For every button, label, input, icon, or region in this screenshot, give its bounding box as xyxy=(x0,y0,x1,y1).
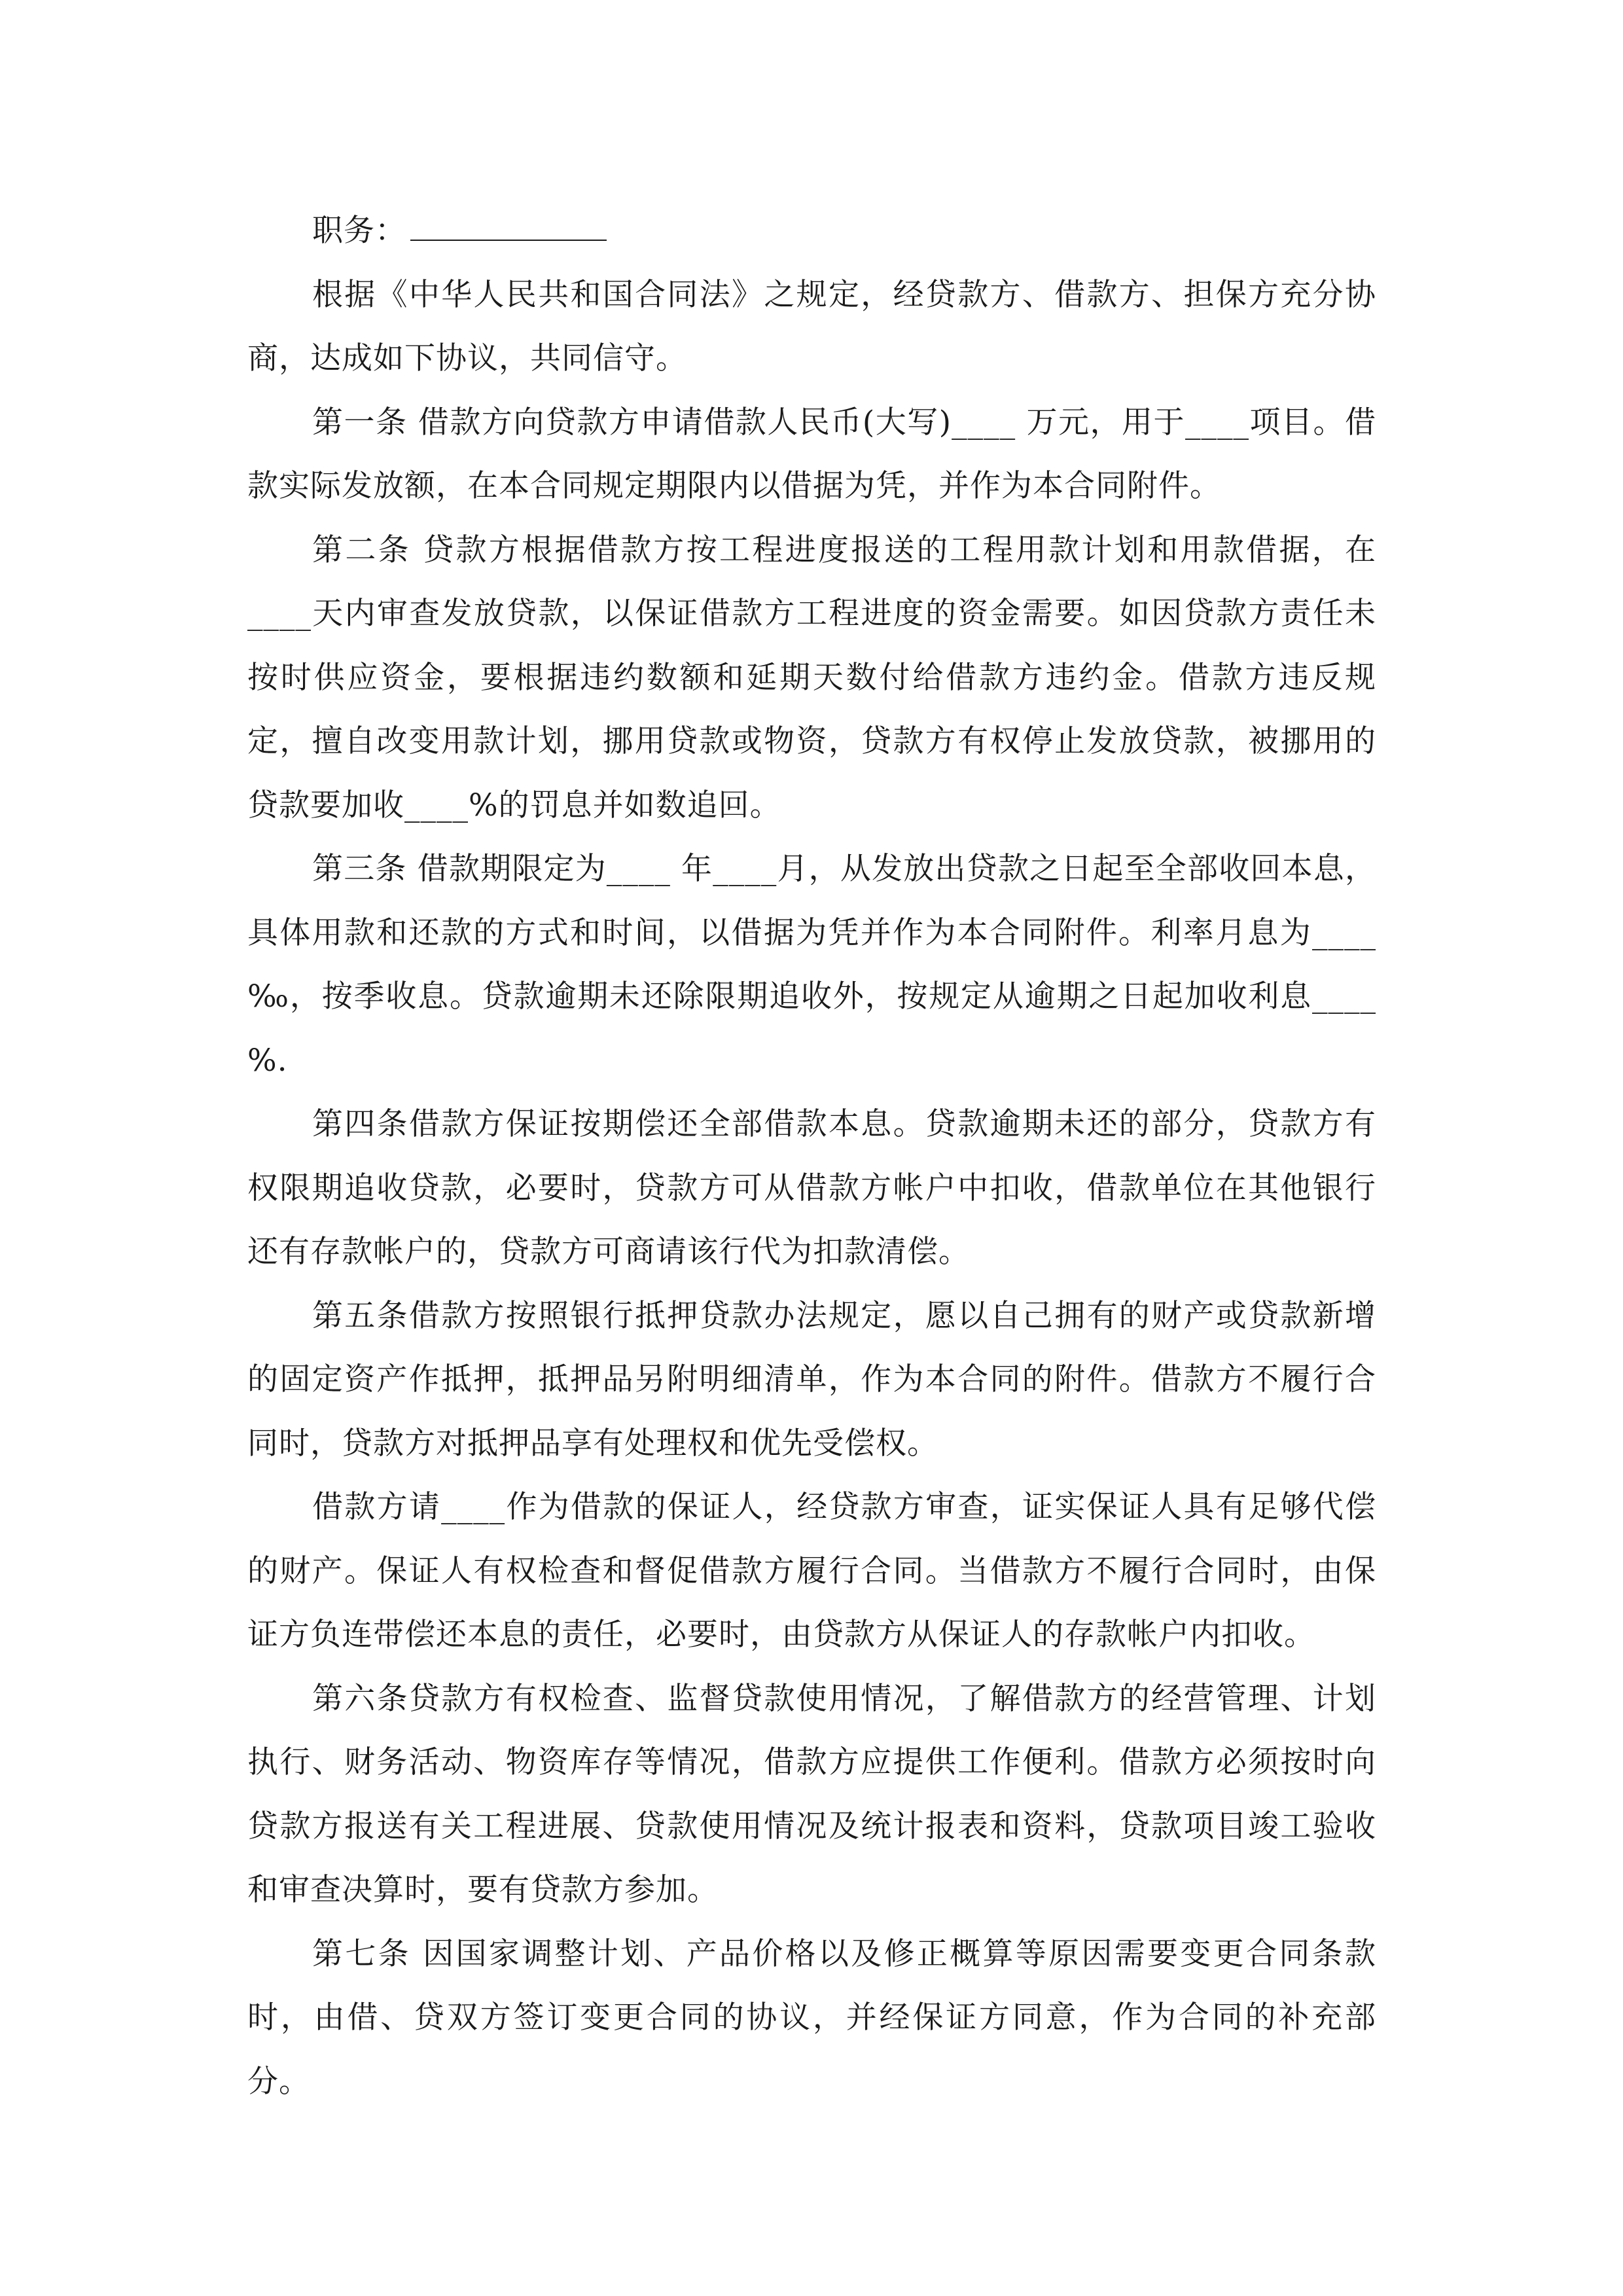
paragraph-article-3: 第三条 借款期限定为____ 年____月，从发放出贷款之日起至全部收回本息，具体用款和还款的方式和时间，以借据为凭并作为本合同附件。利率月息为____ ‰，按季收息。贷款逾期未还除限期追收外，按规定从逾期之日起加收利息____ %. xyxy=(247,851,1376,1079)
paragraph-guarantor: 借款方请____作为借款的保证人，经贷款方审查，证实保证人具有足够代偿的财产。保证人有权检查和督促借款方履行合同。当借款方不履行合同时，由保证方负连带偿还本息的责任，必要时，由贷款方从保证人的存款帐户内扣收。 xyxy=(247,1489,1376,1653)
paragraph-article-7: 第七条 因国家调整计划、产品价格以及修正概算等原因需要变更合同条款时，由借、贷双方签订变更合同的协议，并经保证方同意，作为合同的补充部分。 xyxy=(247,1935,1376,2100)
paragraph-article-4: 第四条借款方保证按期偿还全部借款本息。贷款逾期未还的部分，贷款方有权限期追收贷款，必要时，贷款方可从借款方帐户中扣收，借款单位在其他银行还有存款帐户的，贷款方可商请该行代为扣款清偿。 xyxy=(247,1106,1376,1270)
paragraph-article-2: 第二条 贷款方根据借款方按工程进度报送的工程用款计划和用款借据，在____天内审查发放贷款，以保证借款方工程进度的资金需要。如因贷款方责任未按时供应资金，要根据违约数额和延期天数付给借款方违约金。借款方违反规定，擅自改变用款计划，挪用贷款或物资，贷款方有权停止发放贷款，被挪用的贷款要加收____%的罚息并如数追回。 xyxy=(247,531,1376,823)
position-line xyxy=(247,199,1376,263)
contract-body xyxy=(247,199,1376,2113)
paragraph-preamble: 根据《中华人民共和国合同法》之规定，经贷款方、借款方、担保方充分协商，达成如下协议，共同信守。 xyxy=(247,276,1376,376)
paragraph-article-6: 第六条贷款方有权检查、监督贷款使用情况，了解借款方的经营管理、计划执行、财务活动、物资库存等情况，借款方应提供工作便利。借款方必须按时向贷款方报送有关工程进展、贷款使用情况及统计报表和资料，贷款项目竣工验收和审查决算时，要有贷款方参加。 xyxy=(247,1680,1376,1908)
paragraph-article-5: 第五条借款方按照银行抵押贷款办法规定，愿以自己拥有的财产或贷款新增的固定资产作抵押，抵押品另附明细清单，作为本合同的附件。借款方不履行合同时，贷款方对抵押品享有处理权和优先受偿权。 xyxy=(247,1297,1376,1462)
position-label: 职务： xyxy=(312,213,406,249)
position-blank xyxy=(410,220,607,241)
paragraph-article-1: 第一条 借款方向贷款方申请借款人民币(大写)____ 万元，用于____项目。借款实际发放额，在本合同规定期限内以借据为凭，并作为本合同附件。 xyxy=(247,404,1376,504)
